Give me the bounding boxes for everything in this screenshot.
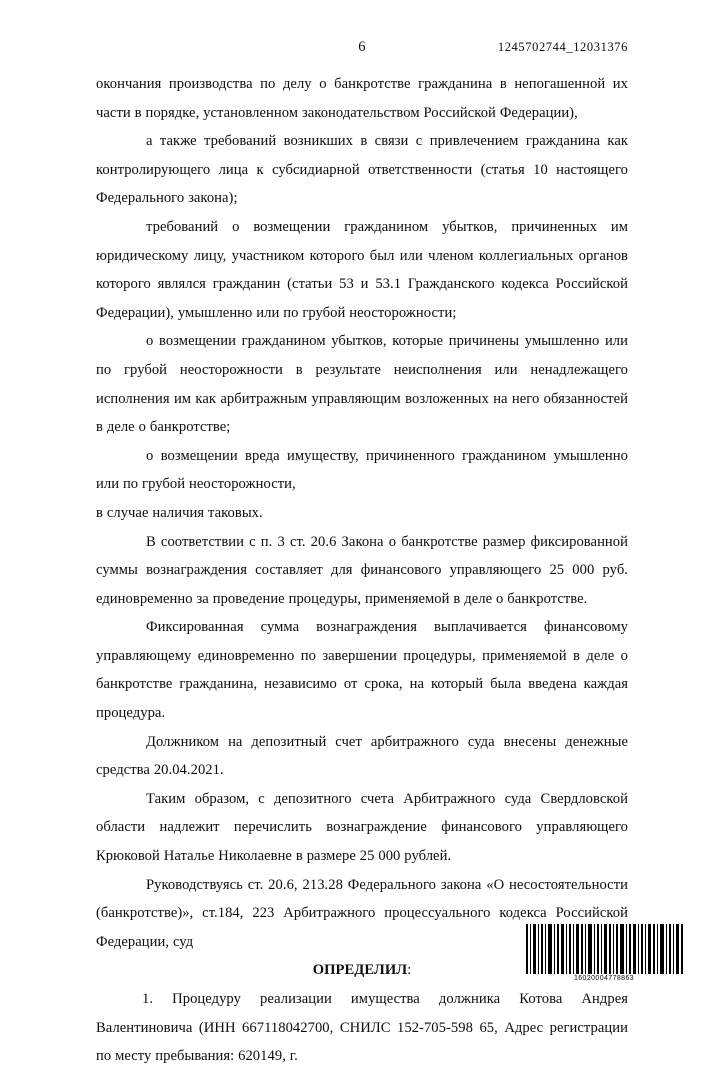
document-body <box>96 70 628 1071</box>
ruling-heading-word: ОПРЕДЕЛИЛ <box>312 962 408 979</box>
page-number: 6 <box>358 39 366 55</box>
page-header <box>96 38 628 56</box>
paragraph: Руководствуясь ст. 20.6, 213.28 Федерального закона «О несостоятельности (банкротстве)», ст.184, 223 Арбитражного процессуального кодекса Российской Федерации, суд <box>96 876 628 950</box>
paragraph: окончания производства по делу о банкротстве гражданина в непогашенной их части в порядке, установленном законодательством Российской Федерации), <box>96 76 628 121</box>
ruling-item: 1. Процедуру реализации имущества должника Котова Андрея Валентиновича (ИНН 667118042700, СНИЛС 152-705-598 65, Адрес регистрации по месту пребывания: 620149, г. <box>96 991 628 1065</box>
paragraph: а также требований возникших в связи с привлечением гражданина как контролирующего лица к субсидиарной ответственности (статья 10 настоящего Федерального закона); <box>96 133 628 207</box>
paragraph: о возмещении вреда имуществу, причиненного гражданином умышленно или по грубой неосторожности, <box>96 447 628 493</box>
ruling-heading-tail: : <box>407 962 412 979</box>
barcode-image <box>524 924 684 974</box>
barcode <box>524 924 684 990</box>
barcode-number: 16020004778863 <box>573 975 635 982</box>
paragraph: В соответствии с п. 3 ст. 20.6 Закона о банкротстве размер фиксированной суммы вознаграждения составляет для финансового управляющего 25 000 руб. единовременно за проведение процедуры, применяемой в деле о банкротстве. <box>96 533 628 607</box>
paragraph: в случае наличия таковых. <box>96 504 263 521</box>
paragraph: Должником на депозитный счет арбитражного суда внесены денежные средства 20.04.2021. <box>96 733 628 779</box>
paragraph: требований о возмещении гражданином убытков, причиненных им юридическому лицу, участником которого был или членом коллегиальных органов которого являлся гражданин (статьи 53 и 53.1 Гражданского кодекса Российской Федерации), умышленно или по грубой неосторожности; <box>96 218 628 321</box>
document-code: 1245702744_12031376 <box>497 40 628 54</box>
paragraph: о возмещении гражданином убытков, которые причинены умышленно или по грубой неосторожности в результате неисполнения или ненадлежащего исполнения им как арбитражным управляющим возложенных на него обязанностей в деле о банкротстве; <box>96 333 628 436</box>
paragraph: Таким образом, с депозитного счета Арбитражного суда Свердловской области надлежит перечислить вознаграждение финансового управляющего Крюковой Наталье Николаевне в размере 25 000 рублей. <box>96 790 628 865</box>
paragraph: Фиксированная сумма вознаграждения выплачивается финансовому управляющему единовременно по завершении процедуры, применяемой в деле о банкротстве гражданина, независимо от срока, на который была введена каждая процедура. <box>96 619 628 722</box>
